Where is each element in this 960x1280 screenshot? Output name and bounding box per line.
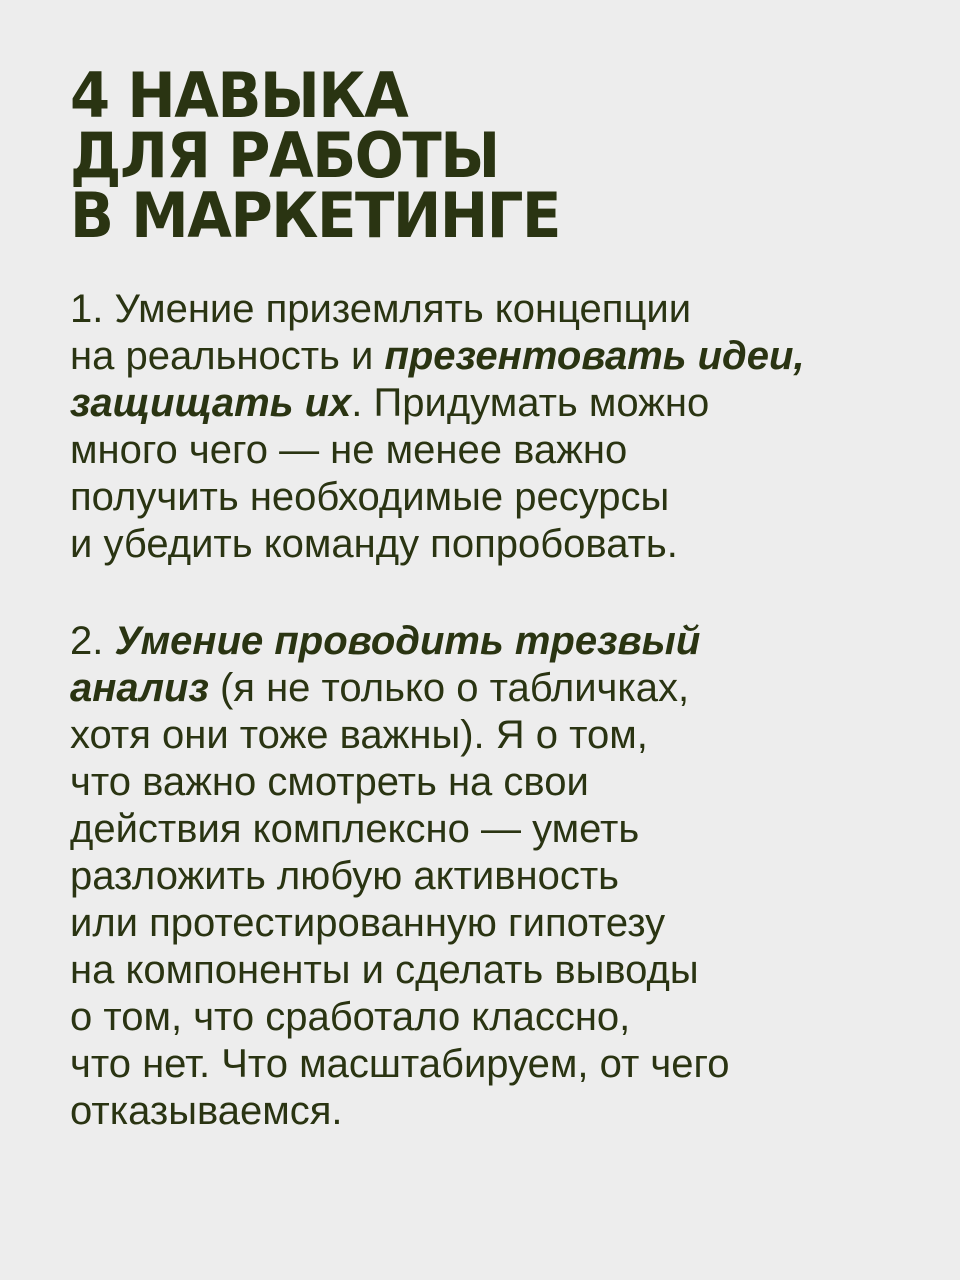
text-line: и убедить команду попробовать. [70,522,678,566]
text-segment: (я не только о табличках, [208,666,690,710]
slide-title [70,59,900,252]
text-line: или протестированную гипотезу [70,901,666,945]
text-line: много чего — не менее важно [70,428,628,472]
highlight-text: Умение проводить трезвый [114,619,701,663]
text-segment: на реальность и [70,334,385,378]
title-line: ДЛЯ РАБОТЫ [70,119,499,192]
text-line [70,333,900,380]
text-segment: . Придумать можно [351,381,710,425]
highlight-text: анализ [70,666,209,710]
text-line: что важно смотреть на свои [70,760,589,804]
text-line: разложить любую активность [70,854,619,898]
text-line: получить необходимые ресурсы [70,475,670,519]
text-line: о том, что сработало классно, [70,995,631,1039]
text-line [70,665,900,712]
text-line: хотя они тоже важны). Я о том, [70,713,648,757]
text-line: действия комплексно — уметь [70,807,640,851]
skill-1-paragraph [70,286,900,568]
skill-2-paragraph [70,618,900,1135]
text-line: отказываемся. [70,1089,343,1133]
text-line: на компоненты и сделать выводы [70,948,699,992]
title-line: В МАРКЕТИНГЕ [70,179,561,252]
title-line: 4 НАВЫКА [70,59,408,132]
highlight-text: презентовать идеи, [384,334,805,378]
text-line [70,380,900,427]
text-segment: 2. [70,619,115,663]
text-line [70,618,900,665]
text-line: что нет. Что масштабируем, от чего [70,1042,730,1086]
text-line: 1. Умение приземлять концепции [70,287,692,331]
highlight-text: защищать их [70,381,352,425]
